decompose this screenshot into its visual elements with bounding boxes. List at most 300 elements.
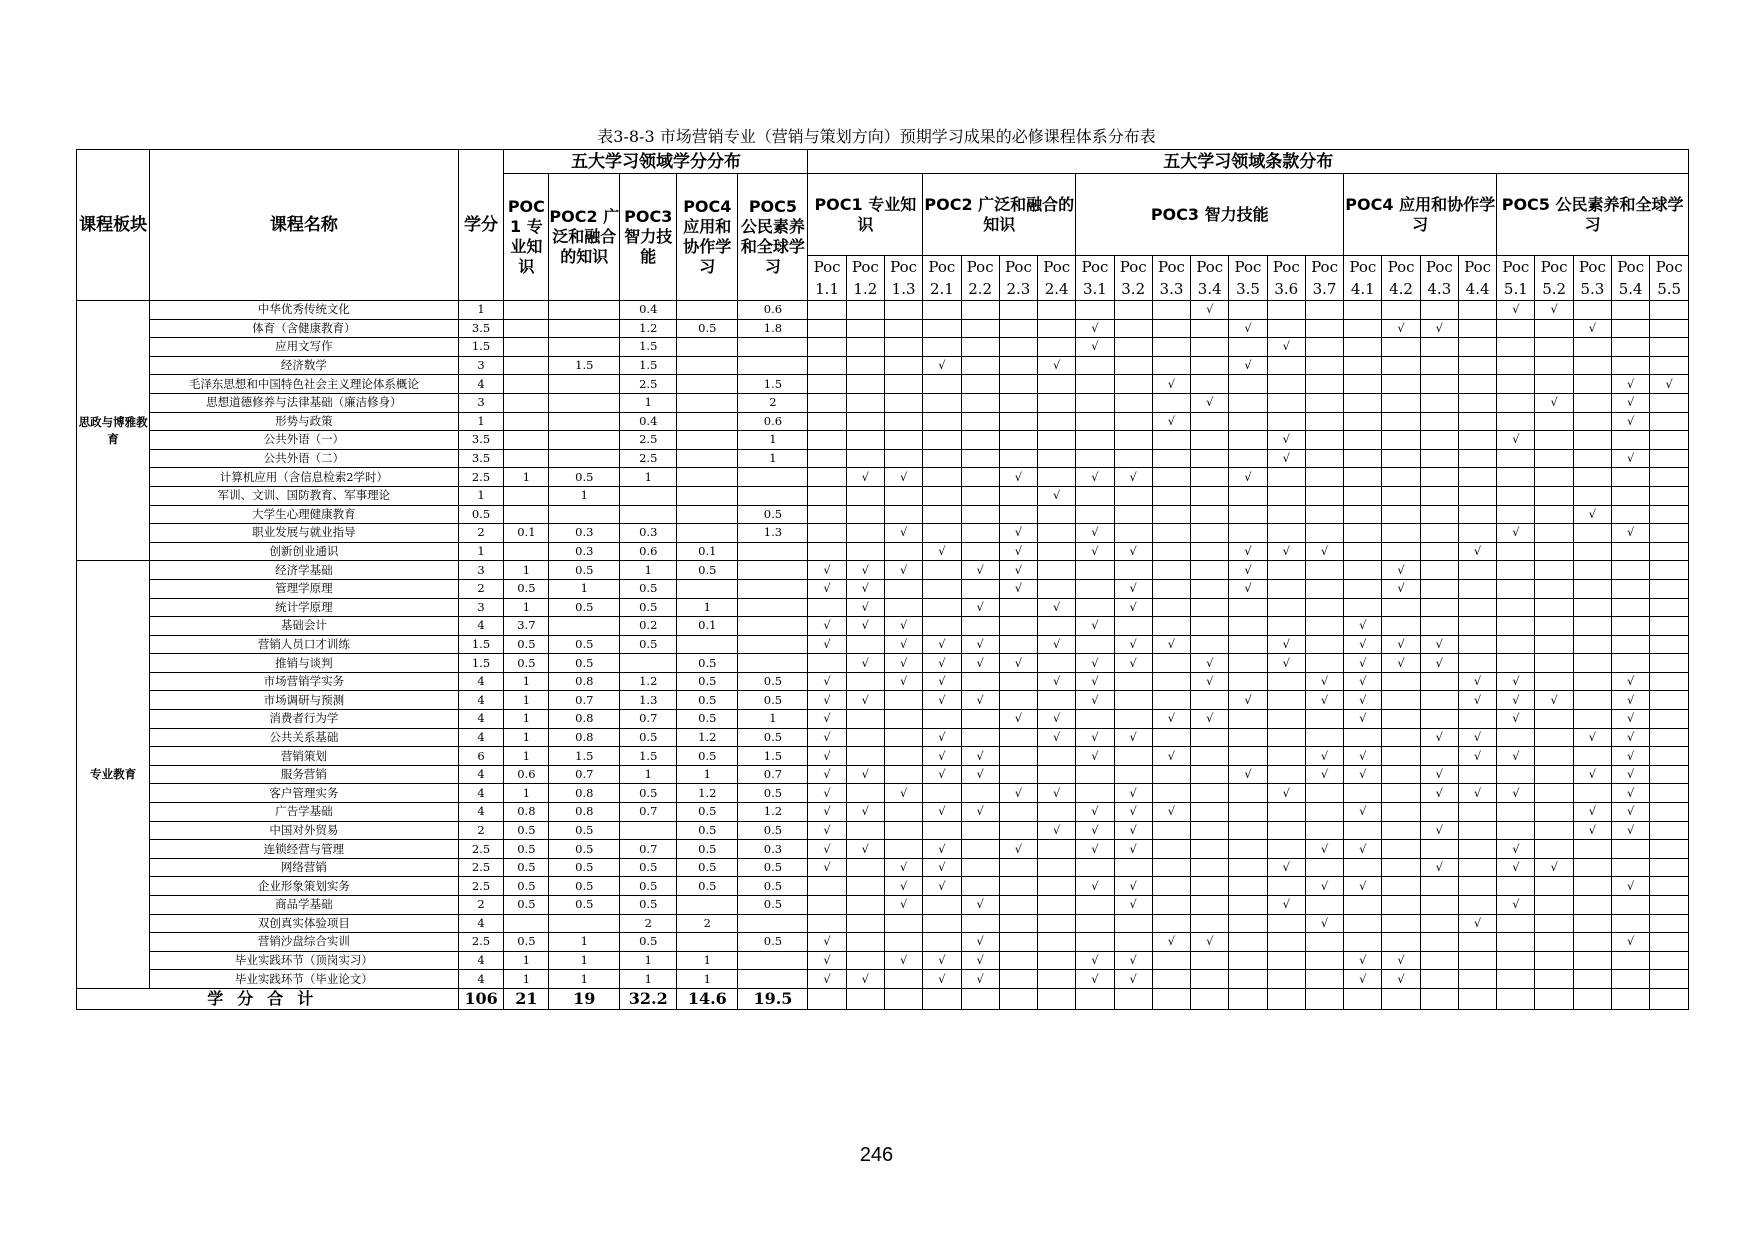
clause-cell bbox=[1650, 505, 1689, 524]
clause-cell bbox=[961, 858, 999, 877]
credit-dist-cell bbox=[677, 486, 738, 505]
credit-dist-cell bbox=[549, 505, 620, 524]
clause-cell bbox=[884, 486, 922, 505]
clause-cell bbox=[1038, 301, 1076, 320]
clause-cell bbox=[1038, 542, 1076, 561]
credit-dist-cell: 0.5 bbox=[738, 858, 808, 877]
clause-cell bbox=[1267, 877, 1305, 896]
course-name: 思想道德修养与法律基础（廉洁修身） bbox=[150, 393, 458, 412]
clause-cell bbox=[1114, 319, 1152, 338]
clause-cell: √ bbox=[1535, 691, 1573, 710]
clause-cell bbox=[1382, 747, 1420, 766]
clause-cell: √ bbox=[1344, 691, 1382, 710]
clause-cell bbox=[1535, 598, 1573, 617]
clause-cell bbox=[1573, 431, 1611, 450]
clause-cell bbox=[808, 542, 846, 561]
clause-cell bbox=[1573, 877, 1611, 896]
credit-dist-cell: 0.5 bbox=[620, 896, 677, 915]
course-credit: 4 bbox=[458, 375, 504, 394]
clause-cell: √ bbox=[1076, 542, 1114, 561]
clause-cell bbox=[1191, 747, 1229, 766]
table-row bbox=[77, 524, 1689, 543]
clause-cell bbox=[1420, 803, 1458, 822]
clause-cell bbox=[846, 319, 884, 338]
clause-cell bbox=[1382, 338, 1420, 357]
clause-cell bbox=[1497, 486, 1535, 505]
clause-cell: √ bbox=[884, 654, 922, 673]
credit-dist-cell: 0.5 bbox=[620, 933, 677, 952]
clause-cell bbox=[1535, 561, 1573, 580]
clause-cell: √ bbox=[1612, 672, 1650, 691]
clause-cell bbox=[1458, 301, 1496, 320]
clause-cell bbox=[1344, 858, 1382, 877]
clause-cell bbox=[1573, 933, 1611, 952]
clause-cell bbox=[1382, 933, 1420, 952]
credit-dist-cell: 0.5 bbox=[504, 840, 549, 859]
clause-cell bbox=[1305, 970, 1343, 989]
header-sub-col: Poc 5.1 bbox=[1497, 256, 1535, 301]
clause-cell bbox=[1114, 524, 1152, 543]
clause-cell bbox=[1038, 393, 1076, 412]
course-credit: 4 bbox=[458, 784, 504, 803]
clause-cell: √ bbox=[846, 803, 884, 822]
clause-cell bbox=[846, 933, 884, 952]
clause-cell bbox=[1650, 319, 1689, 338]
credit-dist-cell bbox=[504, 356, 549, 375]
clause-cell bbox=[1229, 896, 1267, 915]
clause-cell bbox=[961, 468, 999, 487]
clause-cell: √ bbox=[999, 579, 1037, 598]
clause-cell: √ bbox=[961, 896, 999, 915]
credit-dist-cell: 0.5 bbox=[620, 635, 677, 654]
clause-cell bbox=[1458, 617, 1496, 636]
clause-cell bbox=[1076, 784, 1114, 803]
clause-cell bbox=[961, 486, 999, 505]
clause-cell bbox=[1458, 803, 1496, 822]
clause-cell bbox=[1191, 468, 1229, 487]
clause-cell: √ bbox=[1458, 542, 1496, 561]
clause-cell bbox=[1458, 896, 1496, 915]
credit-dist-cell: 1.2 bbox=[738, 803, 808, 822]
clause-cell bbox=[1114, 561, 1152, 580]
total-clause-cell bbox=[1344, 988, 1382, 1009]
clause-cell bbox=[1229, 486, 1267, 505]
clause-cell bbox=[1650, 486, 1689, 505]
clause-cell bbox=[1038, 858, 1076, 877]
clause-cell bbox=[1420, 468, 1458, 487]
clause-cell bbox=[1305, 468, 1343, 487]
clause-cell bbox=[1612, 431, 1650, 450]
clause-cell bbox=[1458, 356, 1496, 375]
course-name: 统计学原理 bbox=[150, 598, 458, 617]
clause-cell: √ bbox=[1076, 691, 1114, 710]
clause-cell bbox=[1076, 710, 1114, 729]
credit-dist-cell: 0.7 bbox=[620, 710, 677, 729]
clause-cell bbox=[1573, 412, 1611, 431]
course-credit: 6 bbox=[458, 747, 504, 766]
credit-dist-cell: 0.5 bbox=[504, 877, 549, 896]
clause-cell: √ bbox=[923, 951, 961, 970]
total-clause-cell bbox=[1573, 988, 1611, 1009]
course-credit: 4 bbox=[458, 951, 504, 970]
clause-cell bbox=[1573, 561, 1611, 580]
credit-dist-cell: 0.5 bbox=[677, 691, 738, 710]
clause-cell bbox=[923, 449, 961, 468]
clause-cell bbox=[1650, 728, 1689, 747]
clause-cell: √ bbox=[808, 840, 846, 859]
credit-dist-cell: 0.5 bbox=[738, 505, 808, 524]
clause-cell bbox=[1612, 319, 1650, 338]
clause-cell bbox=[1573, 858, 1611, 877]
clause-cell bbox=[1344, 356, 1382, 375]
course-name: 形势与政策 bbox=[150, 412, 458, 431]
clause-cell bbox=[923, 914, 961, 933]
clause-cell bbox=[1382, 896, 1420, 915]
clause-cell bbox=[1267, 970, 1305, 989]
clause-cell bbox=[961, 710, 999, 729]
clause-cell bbox=[1076, 301, 1114, 320]
credit-dist-cell bbox=[677, 356, 738, 375]
clause-cell bbox=[1344, 468, 1382, 487]
clause-cell bbox=[923, 301, 961, 320]
clause-cell bbox=[1344, 338, 1382, 357]
credit-dist-cell: 1 bbox=[504, 672, 549, 691]
credit-dist-cell: 1 bbox=[738, 431, 808, 450]
clause-cell bbox=[1152, 877, 1190, 896]
clause-cell bbox=[1650, 579, 1689, 598]
credit-dist-cell: 1.5 bbox=[738, 375, 808, 394]
clause-cell bbox=[1420, 449, 1458, 468]
credit-dist-cell: 1 bbox=[504, 598, 549, 617]
clause-cell bbox=[1038, 951, 1076, 970]
clause-cell: √ bbox=[846, 970, 884, 989]
clause-cell bbox=[1650, 393, 1689, 412]
clause-cell: √ bbox=[961, 635, 999, 654]
clause-cell: √ bbox=[846, 840, 884, 859]
table-row bbox=[77, 486, 1689, 505]
credit-dist-cell bbox=[738, 356, 808, 375]
total-clause-cell bbox=[1650, 988, 1689, 1009]
clause-cell bbox=[1382, 672, 1420, 691]
clause-cell: √ bbox=[1420, 858, 1458, 877]
clause-cell: √ bbox=[1305, 840, 1343, 859]
table-row bbox=[77, 319, 1689, 338]
clause-cell: √ bbox=[1612, 412, 1650, 431]
total-clause-cell bbox=[1382, 988, 1420, 1009]
clause-cell bbox=[1573, 486, 1611, 505]
clause-cell: √ bbox=[1076, 803, 1114, 822]
clause-cell bbox=[1114, 672, 1152, 691]
table-row bbox=[77, 542, 1689, 561]
clause-cell bbox=[884, 301, 922, 320]
clause-cell: √ bbox=[1612, 821, 1650, 840]
clause-cell bbox=[1497, 561, 1535, 580]
clause-cell bbox=[1344, 524, 1382, 543]
clause-cell bbox=[884, 598, 922, 617]
clause-cell bbox=[1152, 970, 1190, 989]
clause-cell bbox=[1152, 542, 1190, 561]
clause-cell: √ bbox=[1535, 301, 1573, 320]
clause-cell bbox=[999, 914, 1037, 933]
clause-cell bbox=[1114, 914, 1152, 933]
total-clause-cell bbox=[1305, 988, 1343, 1009]
clause-cell bbox=[846, 858, 884, 877]
clause-cell bbox=[961, 617, 999, 636]
credit-dist-cell: 1.5 bbox=[549, 747, 620, 766]
clause-cell: √ bbox=[1650, 375, 1689, 394]
clause-cell: √ bbox=[923, 970, 961, 989]
clause-cell bbox=[808, 505, 846, 524]
clause-cell bbox=[1497, 803, 1535, 822]
clause-cell bbox=[1535, 821, 1573, 840]
credit-dist-cell bbox=[549, 393, 620, 412]
credit-dist-cell bbox=[738, 617, 808, 636]
clause-cell bbox=[999, 598, 1037, 617]
clause-cell: √ bbox=[1497, 710, 1535, 729]
clause-cell: √ bbox=[1267, 896, 1305, 915]
clause-cell: √ bbox=[1114, 951, 1152, 970]
clause-cell bbox=[923, 319, 961, 338]
course-credit: 1 bbox=[458, 486, 504, 505]
clause-cell bbox=[1191, 896, 1229, 915]
clause-cell bbox=[1420, 970, 1458, 989]
clause-cell bbox=[1152, 524, 1190, 543]
clause-cell bbox=[1305, 803, 1343, 822]
clause-cell bbox=[1267, 710, 1305, 729]
credit-dist-cell: 1 bbox=[504, 784, 549, 803]
clause-cell bbox=[808, 914, 846, 933]
clause-cell: √ bbox=[808, 747, 846, 766]
clause-cell bbox=[1573, 375, 1611, 394]
clause-cell bbox=[1229, 654, 1267, 673]
clause-cell bbox=[1535, 784, 1573, 803]
course-credit: 0.5 bbox=[458, 505, 504, 524]
clause-cell bbox=[1650, 598, 1689, 617]
clause-cell bbox=[1191, 765, 1229, 784]
clause-cell bbox=[1650, 896, 1689, 915]
table-row bbox=[77, 301, 1689, 320]
clause-cell: √ bbox=[961, 747, 999, 766]
clause-cell: √ bbox=[1152, 375, 1190, 394]
clause-cell: √ bbox=[846, 561, 884, 580]
clause-cell bbox=[884, 710, 922, 729]
clause-cell bbox=[846, 877, 884, 896]
course-credit: 4 bbox=[458, 914, 504, 933]
clause-cell: √ bbox=[1191, 710, 1229, 729]
credit-dist-cell bbox=[549, 412, 620, 431]
clause-cell bbox=[1458, 840, 1496, 859]
clause-cell: √ bbox=[1458, 784, 1496, 803]
clause-cell bbox=[1420, 486, 1458, 505]
header-sub-col: Poc 5.2 bbox=[1535, 256, 1573, 301]
clause-cell bbox=[1650, 914, 1689, 933]
total-clause-cell bbox=[999, 988, 1037, 1009]
clause-cell bbox=[1612, 951, 1650, 970]
clause-cell: √ bbox=[808, 765, 846, 784]
clause-cell: √ bbox=[884, 858, 922, 877]
table-row bbox=[77, 431, 1689, 450]
credit-dist-cell: 0.8 bbox=[549, 710, 620, 729]
board-label: 思政与博雅教育 bbox=[77, 301, 150, 561]
clause-cell bbox=[1650, 654, 1689, 673]
clause-cell bbox=[1420, 412, 1458, 431]
clause-cell bbox=[1420, 524, 1458, 543]
table-row bbox=[77, 412, 1689, 431]
clause-cell: √ bbox=[808, 617, 846, 636]
header-credit-col-4: POC4 应用和协作学习 bbox=[677, 174, 738, 301]
course-credit: 3.5 bbox=[458, 449, 504, 468]
clause-cell: √ bbox=[1382, 579, 1420, 598]
clause-cell bbox=[1535, 710, 1573, 729]
credit-dist-cell: 1 bbox=[504, 561, 549, 580]
clause-cell: √ bbox=[1229, 579, 1267, 598]
credit-dist-cell bbox=[677, 431, 738, 450]
clause-cell bbox=[1535, 449, 1573, 468]
credit-dist-cell bbox=[504, 301, 549, 320]
credit-dist-cell: 1 bbox=[504, 747, 549, 766]
clause-cell bbox=[999, 747, 1037, 766]
clause-cell bbox=[999, 896, 1037, 915]
course-name: 应用文写作 bbox=[150, 338, 458, 357]
clause-cell bbox=[1267, 747, 1305, 766]
course-name: 职业发展与就业指导 bbox=[150, 524, 458, 543]
clause-cell: √ bbox=[1305, 765, 1343, 784]
clause-cell bbox=[961, 840, 999, 859]
header-row-1 bbox=[77, 150, 1689, 174]
credit-dist-cell bbox=[620, 486, 677, 505]
header-sub-col: Poc 3.4 bbox=[1191, 256, 1229, 301]
clause-cell bbox=[1076, 412, 1114, 431]
total-clause-cell bbox=[1152, 988, 1190, 1009]
credit-dist-cell: 1 bbox=[504, 710, 549, 729]
clause-cell: √ bbox=[1114, 803, 1152, 822]
clause-cell bbox=[1152, 951, 1190, 970]
clause-cell bbox=[1650, 468, 1689, 487]
course-name: 网络营销 bbox=[150, 858, 458, 877]
clause-cell bbox=[846, 393, 884, 412]
clause-cell bbox=[1267, 393, 1305, 412]
total-clause-cell bbox=[1458, 988, 1496, 1009]
course-name: 中华优秀传统文化 bbox=[150, 301, 458, 320]
clause-cell bbox=[999, 505, 1037, 524]
clause-cell: √ bbox=[1458, 672, 1496, 691]
credit-dist-cell bbox=[738, 338, 808, 357]
course-credit: 1.5 bbox=[458, 654, 504, 673]
clause-cell bbox=[1497, 338, 1535, 357]
clause-cell: √ bbox=[1038, 356, 1076, 375]
clause-cell bbox=[1344, 579, 1382, 598]
course-credit: 1.5 bbox=[458, 338, 504, 357]
clause-cell bbox=[1573, 970, 1611, 989]
clause-cell bbox=[1114, 691, 1152, 710]
table-row bbox=[77, 375, 1689, 394]
clause-cell: √ bbox=[999, 542, 1037, 561]
clause-cell bbox=[1573, 710, 1611, 729]
header-sub-col: Poc 3.5 bbox=[1229, 256, 1267, 301]
header-credit-col-1: POC 1 专业知识 bbox=[504, 174, 549, 301]
course-name: 毕业实践环节（顶岗实习） bbox=[150, 951, 458, 970]
clause-cell bbox=[1420, 301, 1458, 320]
clause-cell bbox=[1458, 375, 1496, 394]
credit-dist-cell bbox=[677, 579, 738, 598]
clause-cell bbox=[1573, 896, 1611, 915]
clause-cell bbox=[999, 319, 1037, 338]
clause-cell bbox=[1458, 338, 1496, 357]
credit-dist-cell: 0.5 bbox=[677, 821, 738, 840]
credit-dist-cell: 0.5 bbox=[738, 933, 808, 952]
clause-cell bbox=[1535, 803, 1573, 822]
clause-cell: √ bbox=[1497, 858, 1535, 877]
clause-cell bbox=[1229, 877, 1267, 896]
clause-cell bbox=[1152, 468, 1190, 487]
clause-cell bbox=[1458, 431, 1496, 450]
clause-cell bbox=[1152, 821, 1190, 840]
clause-cell bbox=[846, 635, 884, 654]
clause-cell bbox=[1573, 654, 1611, 673]
credit-dist-cell: 0.5 bbox=[738, 672, 808, 691]
clause-cell: √ bbox=[1344, 617, 1382, 636]
credit-dist-cell: 2.5 bbox=[620, 431, 677, 450]
table-row bbox=[77, 579, 1689, 598]
clause-cell bbox=[1382, 598, 1420, 617]
clause-cell: √ bbox=[1076, 319, 1114, 338]
credit-dist-cell: 1.2 bbox=[620, 672, 677, 691]
clause-cell bbox=[1650, 691, 1689, 710]
clause-cell bbox=[1497, 635, 1535, 654]
clause-cell bbox=[1305, 710, 1343, 729]
clause-cell bbox=[1458, 393, 1496, 412]
credit-dist-cell: 0.3 bbox=[549, 524, 620, 543]
table-row bbox=[77, 393, 1689, 412]
clause-cell: √ bbox=[1612, 747, 1650, 766]
clause-cell bbox=[846, 338, 884, 357]
clause-cell bbox=[808, 598, 846, 617]
clause-cell bbox=[846, 449, 884, 468]
clause-cell bbox=[1612, 338, 1650, 357]
clause-cell bbox=[1114, 765, 1152, 784]
clause-cell bbox=[1267, 524, 1305, 543]
clause-cell bbox=[923, 617, 961, 636]
clause-cell: √ bbox=[1267, 784, 1305, 803]
clause-cell bbox=[1382, 524, 1420, 543]
clause-cell: √ bbox=[808, 672, 846, 691]
total-clause-cell bbox=[1497, 988, 1535, 1009]
clause-cell bbox=[1229, 710, 1267, 729]
clause-cell bbox=[1458, 468, 1496, 487]
credit-dist-cell: 0.5 bbox=[504, 654, 549, 673]
clause-cell: √ bbox=[1497, 301, 1535, 320]
header-sub-col: Poc 4.4 bbox=[1458, 256, 1496, 301]
credit-dist-cell bbox=[549, 338, 620, 357]
clause-cell bbox=[1152, 784, 1190, 803]
clause-cell bbox=[1650, 449, 1689, 468]
credit-dist-cell: 0.5 bbox=[549, 896, 620, 915]
clause-cell bbox=[1497, 951, 1535, 970]
clause-cell bbox=[1191, 803, 1229, 822]
clause-cell: √ bbox=[884, 896, 922, 915]
clause-cell: √ bbox=[1497, 747, 1535, 766]
clause-cell bbox=[1305, 375, 1343, 394]
clause-cell: √ bbox=[1305, 747, 1343, 766]
clause-cell: √ bbox=[1612, 933, 1650, 952]
course-name: 计算机应用（含信息检索2学时） bbox=[150, 468, 458, 487]
clause-cell bbox=[1535, 486, 1573, 505]
clause-cell bbox=[808, 486, 846, 505]
clause-cell bbox=[1267, 319, 1305, 338]
clause-cell bbox=[999, 970, 1037, 989]
clause-cell bbox=[1267, 375, 1305, 394]
clause-cell bbox=[1038, 747, 1076, 766]
